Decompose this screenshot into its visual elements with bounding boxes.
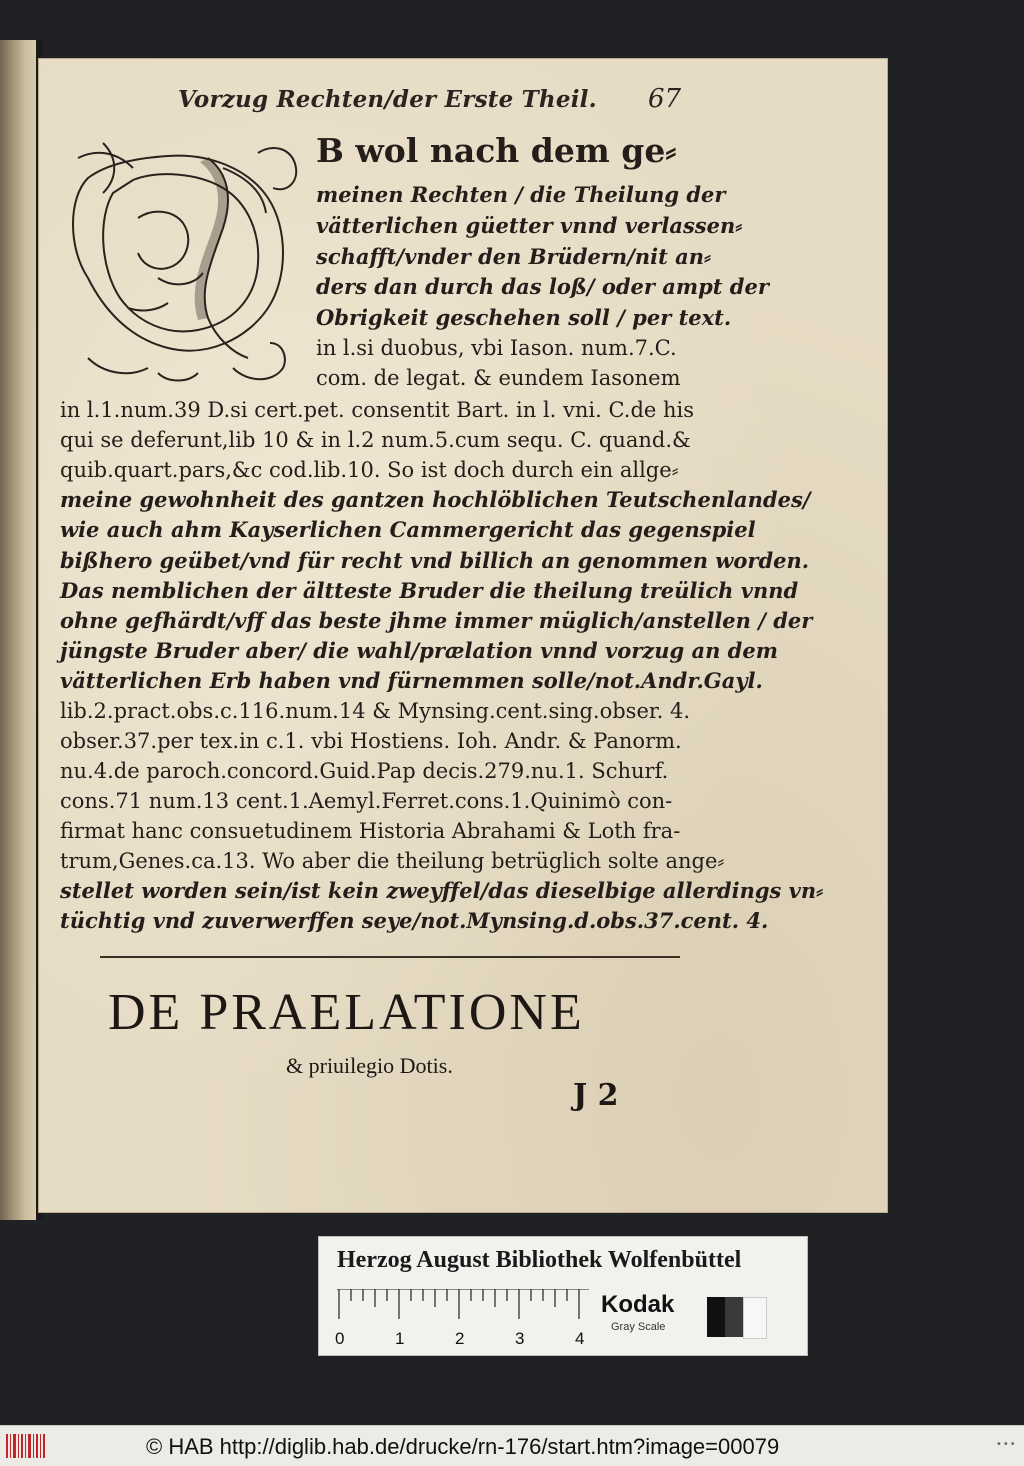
- library-name: Herzog August Bibliothek Wolfenbüttel: [337, 1247, 742, 1273]
- text-line: Das nemblichen der älttestе Bruder die theilung treülich vnnd: [60, 578, 799, 603]
- gray-swatch-black: [707, 1297, 725, 1337]
- copyright-url[interactable]: © HAB http://diglib.hab.de/drucke/rn-176/start.htm?image=00079: [146, 1434, 780, 1459]
- book-page: [38, 58, 888, 1213]
- text-line: bißhero geübet/vnd für recht vnd billich an genommen worden.: [60, 548, 810, 573]
- text-line: in l.si duobus, vbi Iason. num.7.C.: [316, 336, 677, 360]
- text-line: meinen Rechten / die Theilung der: [316, 182, 726, 207]
- kodak-logo: Kodak: [601, 1291, 675, 1318]
- ruler-number: 2: [455, 1329, 465, 1348]
- text-line: B wol nach dem ge⸗: [316, 131, 677, 170]
- text-line: trum,Genes.ca.13. Wo aber die theilung betrüglich solte ange⸗: [60, 849, 725, 873]
- text-line: stellet worden sein/ist kein zweyffel/das dieselbige allerdings vn⸗: [60, 878, 824, 903]
- more-dots-icon[interactable]: •••: [996, 1439, 1017, 1450]
- text-line: ohne gefhärdt/vff das beste jhme immer müglich/anstellen / der: [60, 608, 813, 633]
- section-divider: [100, 956, 680, 958]
- text-line: cons.71 num.13 cent.1.Aemyl.Ferret.cons.1.Quinimò con-: [60, 789, 673, 813]
- text-line: in l.1.num.39 D.si cert.pet. consentit Bart. in l. vni. C.de his: [60, 398, 695, 422]
- ruler-number: 0: [335, 1329, 345, 1348]
- gray-swatch-dark: [725, 1297, 743, 1337]
- gray-swatch-white: [743, 1297, 767, 1339]
- color-calibration-card: [318, 1236, 808, 1356]
- text-line: quib.quart.pars,&c cod.lib.10. So ist doch durch ein allge⸗: [60, 458, 679, 482]
- gray-scale-label: Gray Scale: [611, 1321, 666, 1333]
- section-subtitle: & priuilegio Dotis.: [286, 1053, 453, 1078]
- text-line: meine gewohnheit des gantzen hochlöblichen Teutschenlandes/: [60, 487, 811, 512]
- running-head: Vorzug Rechten/der Erste Theil.: [178, 86, 597, 113]
- text-line: ders dan durch das loß/ oder ampt der: [316, 274, 769, 299]
- text-line: lib.2.pract.obs.c.116.num.14 & Mynsing.cent.sing.obser. 4.: [60, 699, 690, 723]
- ruler-number: 3: [515, 1329, 525, 1348]
- text-line: tüchtig vnd zuverwerffen seye/not.Mynsing.d.obs.37.cent. 4.: [60, 908, 769, 933]
- ruler-scale: [337, 1289, 589, 1325]
- text-line: schafft/vnder den Brüdern/nit an⸗: [316, 244, 711, 269]
- text-line: qui se deferunt,lib 10 & in l.2 num.5.cum sequ. C. quand.&: [60, 428, 691, 452]
- book-spine-edge: [0, 40, 38, 1220]
- text-line: nu.4.de paroch.concord.Guid.Pap decis.279.nu.1. Schurf.: [60, 759, 669, 783]
- text-line: wie auch ahm Kayserlichen Cammergericht das gegenspiel: [60, 517, 756, 542]
- text-line: Obrigkeit geschehen soll / per text.: [316, 305, 732, 330]
- ruler-number: 1: [395, 1329, 405, 1348]
- text-line: com. de legat. & eundem Iasonem: [316, 366, 681, 390]
- ruler-number: 4: [575, 1329, 585, 1348]
- text-line: jüngste Bruder aber/ die wahl/prælation vnnd vorzug an dem: [60, 638, 778, 663]
- page-number: 67: [648, 84, 682, 114]
- text-line: obser.37.per tex.in c.1. vbi Hostiens. Ioh. Andr. & Panorm.: [60, 729, 682, 753]
- footer-bar: [0, 1425, 1024, 1466]
- section-title: DE PRAELATIONE: [108, 984, 585, 1041]
- barcode-icon: [6, 1432, 46, 1460]
- text-line: firmat hanc consuetudinem Historia Abrahami & Loth fra-: [60, 819, 681, 843]
- main-text-block: [38, 58, 888, 938]
- signature-mark: J 2: [573, 1078, 619, 1113]
- text-line: vätterlichen güetter vnnd verlassen⸗: [316, 213, 743, 238]
- text-line: vätterlichen Erb haben vnd fürnemmen solle/not.Andr.Gayl.: [60, 668, 763, 693]
